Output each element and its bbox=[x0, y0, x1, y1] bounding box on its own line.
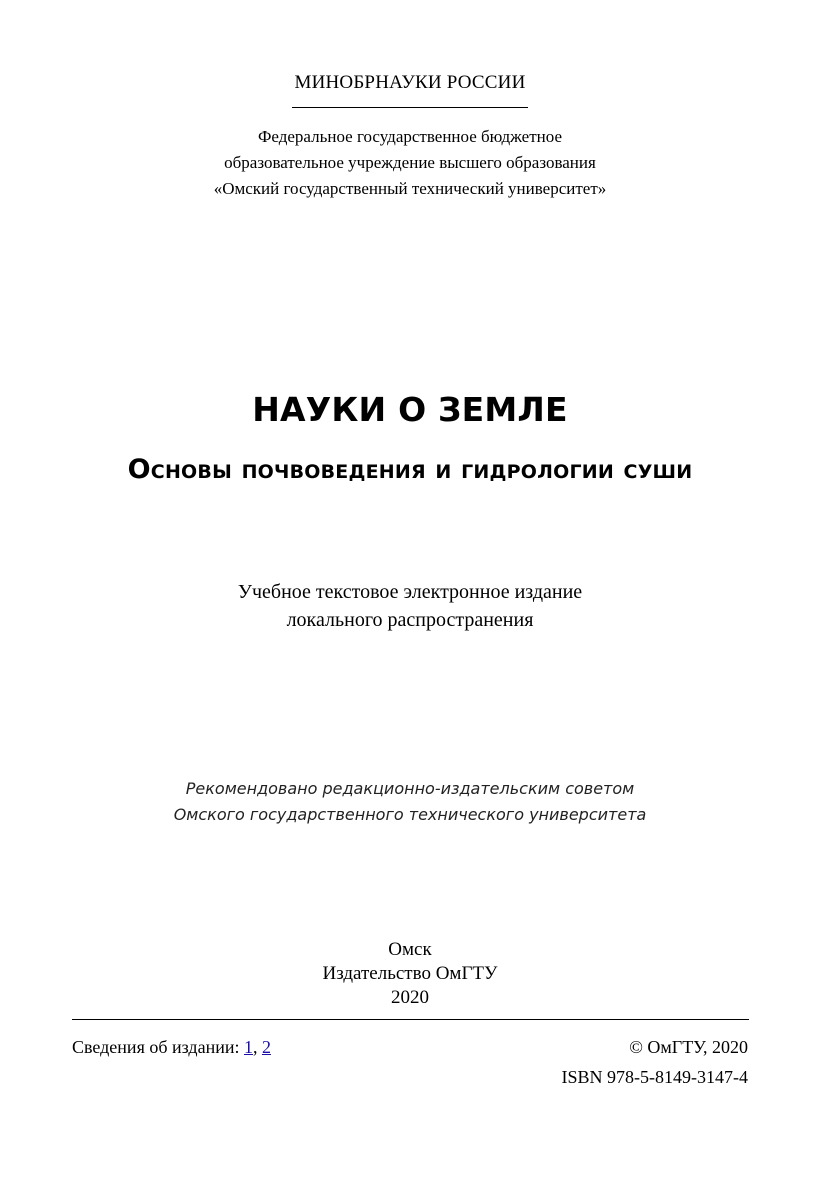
imprint-city: Омск bbox=[388, 939, 432, 960]
ministry-underline bbox=[292, 107, 528, 108]
book-subtitle: Основы почвоведения и гидрологии суши bbox=[127, 454, 693, 485]
copyright-notice: © ОмГТУ, 2020 bbox=[629, 1037, 748, 1057]
edition-link-separator: , bbox=[252, 1037, 258, 1057]
imprint-block bbox=[0, 938, 820, 1010]
edition-info bbox=[72, 1037, 271, 1058]
edition-line: локального распространения bbox=[286, 609, 534, 631]
recommendation-line: Омского государственного технического университета bbox=[173, 805, 647, 824]
institution-line: «Омский государственный технический университет» bbox=[213, 179, 607, 198]
recommendation-note bbox=[0, 776, 820, 828]
book-title: НАУКИ О ЗЕМЛЕ bbox=[252, 390, 568, 429]
edition-line: Учебное текстовое электронное издание bbox=[237, 581, 583, 603]
edition-info-link-1[interactable]: 1 bbox=[243, 1037, 253, 1057]
recommendation-line: Рекомендовано редакционно-издательским советом bbox=[185, 779, 635, 798]
institution-line: образовательное учреждение высшего образования bbox=[224, 153, 596, 172]
footer-divider bbox=[72, 1019, 749, 1020]
edition-type bbox=[0, 578, 820, 634]
edition-info-link-2[interactable]: 2 bbox=[261, 1037, 271, 1057]
isbn-number: ISBN 978-5-8149-3147-4 bbox=[561, 1067, 748, 1087]
edition-info-label: Сведения об издании: bbox=[72, 1037, 240, 1057]
institution-block bbox=[0, 124, 820, 202]
ministry-name: МИНОБРНАУКИ РОССИИ bbox=[294, 72, 526, 93]
imprint-year: 2020 bbox=[391, 987, 429, 1008]
imprint-publisher: Издательство ОмГТУ bbox=[322, 963, 498, 984]
institution-line: Федеральное государственное бюджетное bbox=[257, 127, 563, 146]
